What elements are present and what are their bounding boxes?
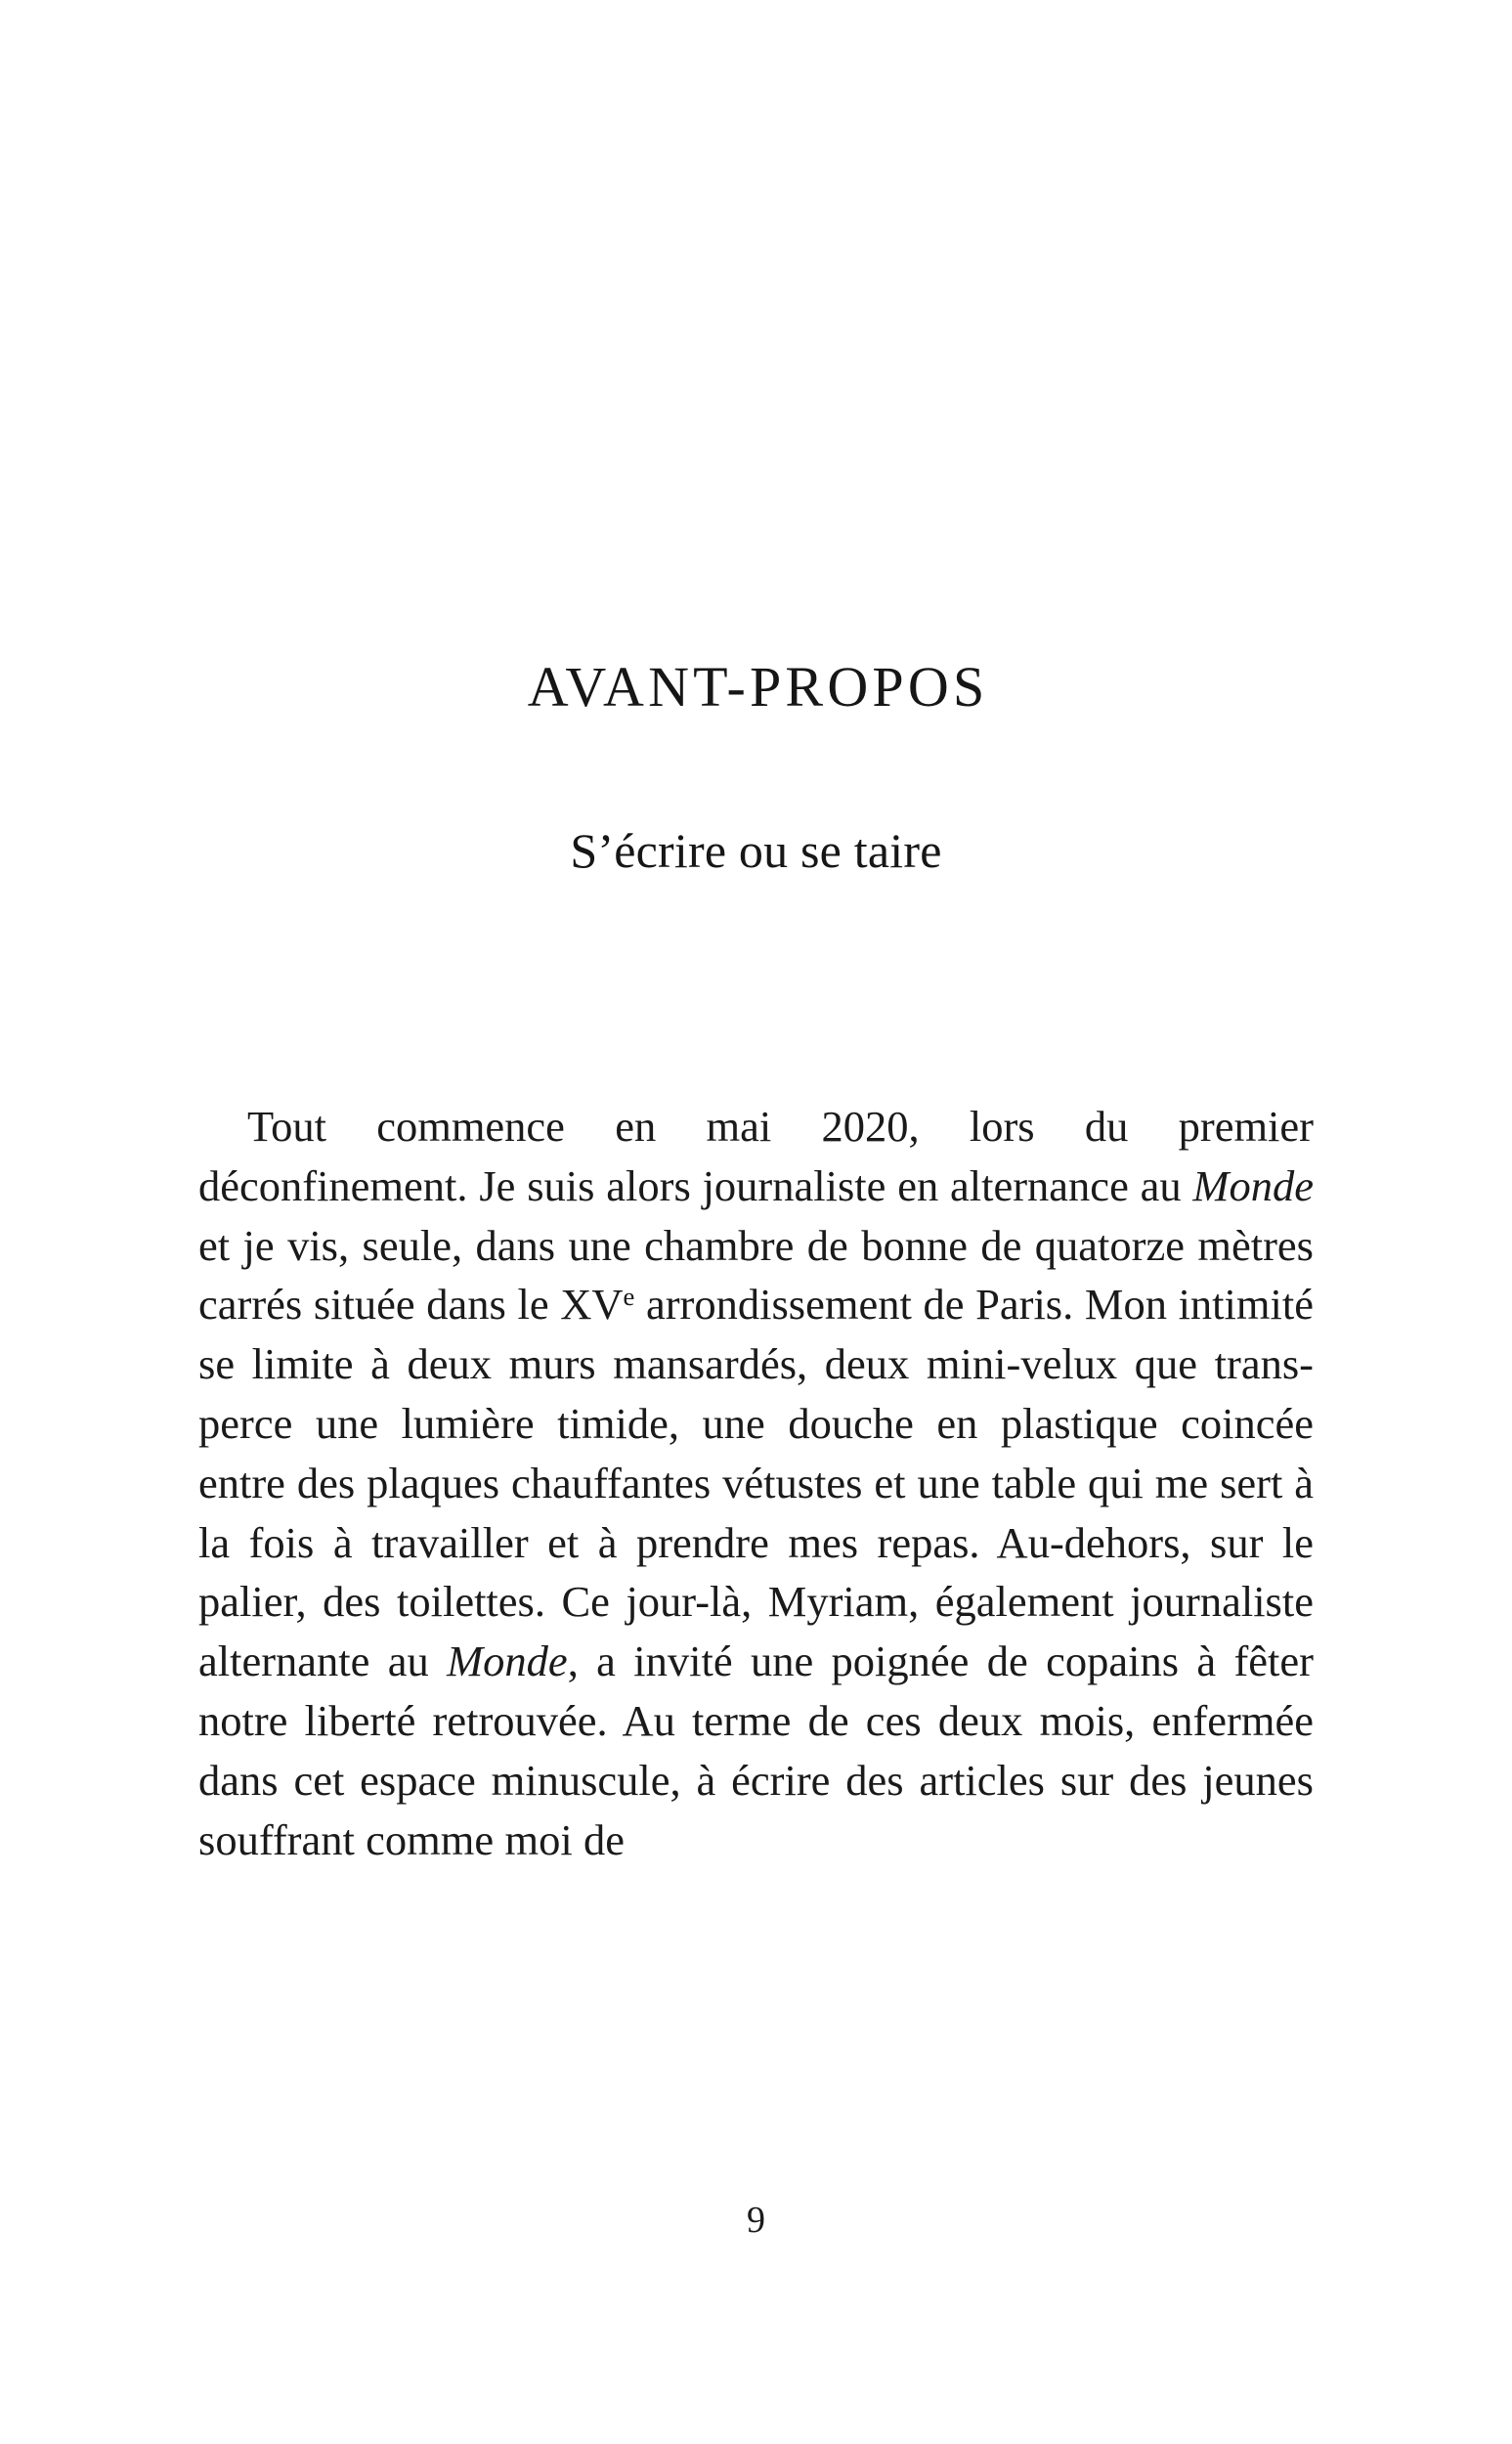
ordinal-superscript: e xyxy=(623,1282,635,1312)
italic-title: Monde xyxy=(1192,1160,1314,1210)
italic-title: Monde xyxy=(447,1637,568,1686)
chapter-subtitle: S’écrire ou se taire xyxy=(570,822,942,878)
body-text-block xyxy=(198,1097,1314,1869)
page-title: AVANT-PROPOS xyxy=(527,655,989,719)
chapter-heading-block xyxy=(0,657,1512,878)
page-number: 9 xyxy=(747,2200,765,2241)
body-paragraph: Tout commence en mai 2020, lors du premier déconfinement. Je suis alors journaliste en alternance au Monde et je vis, seule, dans une chambre de bonne de quatorze mètres carrés située dans le XVe arrondissement de Paris. Mon intimité se limite à deux murs mansardés, deux mini-velux que transperce une lumière timide, une douche en plastique coincée entre des plaques chauffantes vétustes et une table qui me sert à la fois à travailler et à prendre mes repas. Au-dehors, sur le palier, des toilettes. Ce jour-là, Myriam, également journaliste alternante au Monde, a invité une poignée de copains à fêter notre liberté retrouvée. Au terme de ces deux mois, enfermée dans cet espace minuscule, à écrire des articles sur des jeunes souffrant comme moi de xyxy=(198,1102,1315,1864)
